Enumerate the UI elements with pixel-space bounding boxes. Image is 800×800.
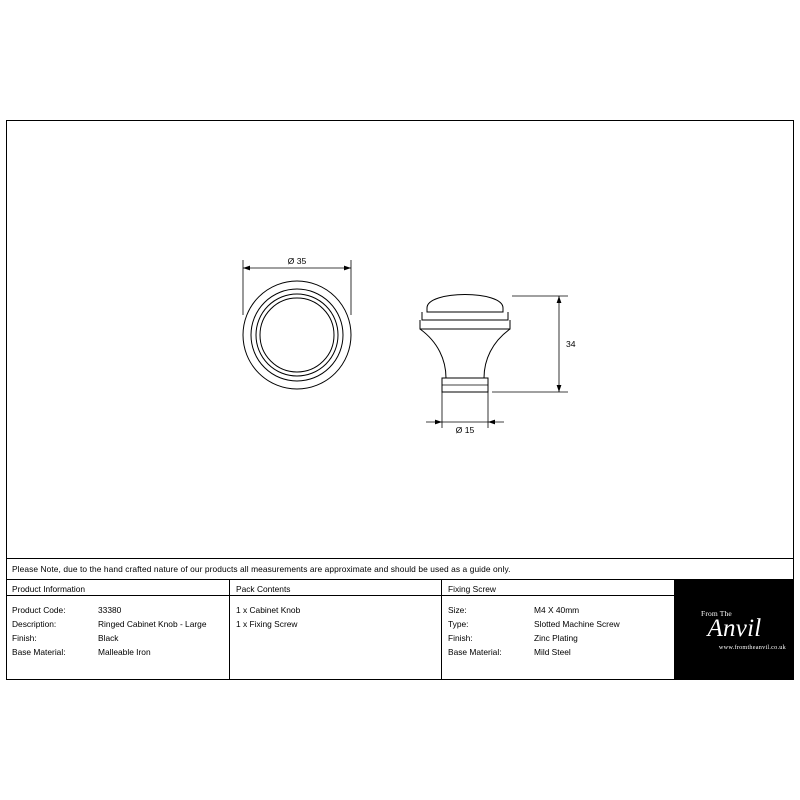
product-information-column bbox=[6, 580, 230, 680]
logo-url-text: www.fromtheanvil.co.uk bbox=[718, 644, 786, 651]
screw-base-material-label: Base Material: bbox=[448, 647, 502, 657]
pack-contents-body bbox=[230, 596, 441, 631]
dimension-label-shank-diameter: Ø 15 bbox=[455, 425, 475, 435]
dimension-projection bbox=[492, 296, 576, 392]
pack-contents-column bbox=[230, 580, 442, 680]
measurement-note-row bbox=[6, 558, 794, 580]
description-label: Description: bbox=[12, 619, 57, 629]
ringed-knob-front-view bbox=[243, 281, 351, 389]
measurement-note-text: Please Note, due to the hand crafted nature of our products all measurements are approximate and should be used as a guide only. bbox=[12, 564, 511, 574]
pack-contents-heading: Pack Contents bbox=[230, 580, 441, 596]
table-row bbox=[12, 603, 229, 617]
product-information-body bbox=[6, 596, 229, 659]
description-value: Ringed Cabinet Knob - Large bbox=[98, 619, 207, 629]
screw-size-value: M4 X 40mm bbox=[534, 605, 580, 615]
screw-base-material-value: Mild Steel bbox=[534, 647, 571, 657]
fixing-screw-column bbox=[442, 580, 675, 680]
fixing-screw-heading: Fixing Screw bbox=[442, 580, 674, 596]
base-material-label: Base Material: bbox=[12, 647, 66, 657]
screw-finish-value: Zinc Plating bbox=[534, 633, 578, 643]
list-item: 1 x Fixing Screw bbox=[236, 619, 298, 629]
table-row bbox=[12, 631, 229, 645]
product-drawing bbox=[6, 120, 794, 558]
screw-type-label: Type: bbox=[448, 619, 469, 629]
info-table bbox=[6, 580, 794, 680]
dimension-label-projection: 34 bbox=[566, 339, 576, 349]
table-row bbox=[448, 645, 674, 659]
list-item: 1 x Cabinet Knob bbox=[236, 605, 301, 615]
product-information-heading: Product Information bbox=[6, 580, 229, 596]
finish-value: Black bbox=[98, 633, 119, 643]
table-row bbox=[448, 603, 674, 617]
screw-type-value: Slotted Machine Screw bbox=[534, 619, 620, 629]
fixing-screw-body bbox=[442, 596, 674, 659]
table-row bbox=[448, 617, 674, 631]
product-code-label: Product Code: bbox=[12, 605, 66, 615]
product-code-value: 33380 bbox=[98, 605, 122, 615]
screw-finish-label: Finish: bbox=[448, 633, 473, 643]
logo-top-text: From The bbox=[701, 609, 732, 618]
logo-main-text: Anvil bbox=[707, 615, 762, 642]
base-material-value: Malleable Iron bbox=[98, 647, 151, 657]
dimension-shank-diameter bbox=[426, 392, 504, 435]
from-the-anvil-logo bbox=[675, 580, 794, 680]
brand-logo-column bbox=[675, 580, 794, 680]
dimension-label-front-diameter: Ø 35 bbox=[287, 256, 307, 266]
dimension-front-diameter bbox=[243, 256, 351, 315]
ringed-knob-side-view bbox=[420, 295, 510, 393]
screw-size-label: Size: bbox=[448, 605, 467, 615]
finish-label: Finish: bbox=[12, 633, 37, 643]
table-row bbox=[12, 617, 229, 631]
table-row bbox=[12, 645, 229, 659]
table-row bbox=[448, 631, 674, 645]
drawing-area bbox=[6, 120, 794, 558]
